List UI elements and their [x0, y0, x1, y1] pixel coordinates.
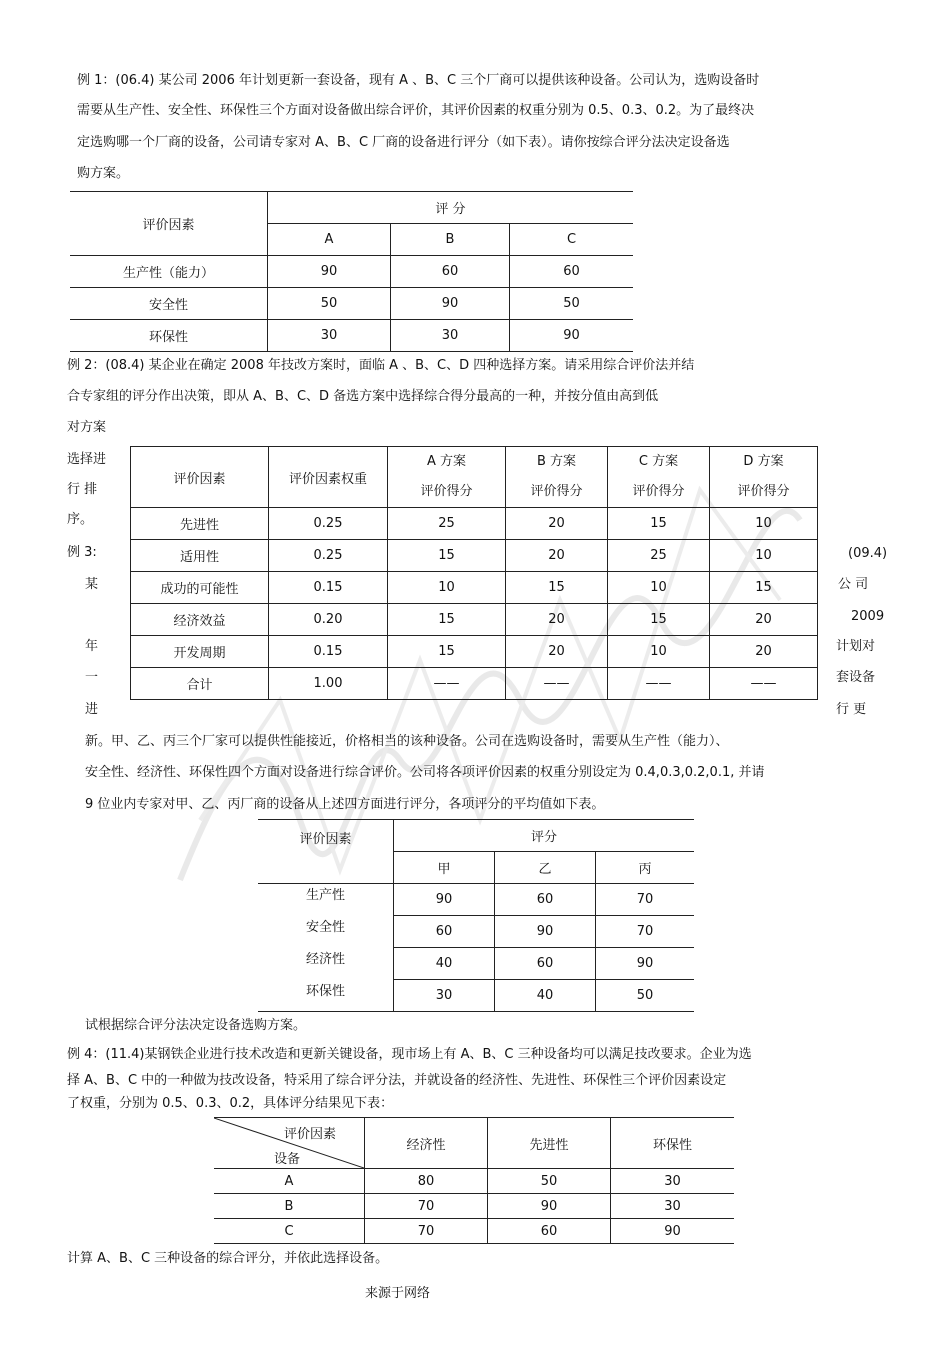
table-row [70, 288, 633, 320]
table-row [131, 604, 818, 636]
ex4-line-1: 例 4：(11.4)某钢铁企业进行技术改造和更新关键设备，现市场上有 A、B、C 三种设备均可以满足技改要求。企业为选 [67, 1047, 752, 1062]
cell-value: 70 [365, 1194, 488, 1219]
cell-value: 15 [710, 572, 818, 604]
cell-value: 15 [388, 540, 506, 572]
ex3-col-yi: 乙 [495, 852, 596, 884]
cell-value: 20 [710, 604, 818, 636]
ex2-weight-header: 评价因素权重 [269, 447, 388, 508]
cell-value: 10 [388, 572, 506, 604]
plan-title: B 方案 [536, 454, 577, 469]
table-row [258, 980, 694, 1012]
cell-value: —— [388, 668, 506, 700]
row-factor: 环保性 [70, 320, 268, 352]
row-device: B [214, 1194, 365, 1219]
cell-value: 50 [596, 980, 695, 1012]
table-row [131, 668, 818, 700]
table-row [131, 540, 818, 572]
ex2-side-1: 选择进 [67, 452, 107, 467]
ex1-score-header: 评 分 [268, 192, 634, 224]
ex2-plan-table [130, 446, 818, 700]
cell-value: 60 [495, 948, 596, 980]
ex4-col-environment: 环保性 [611, 1118, 735, 1169]
ex2-side-2: 行 排 [67, 482, 98, 497]
table-row [131, 636, 818, 668]
ex1-col-b: B [391, 224, 510, 256]
row-factor: 环保性 [258, 980, 394, 1012]
ex1-line-3: 定选购哪一个厂商的设备，公司请专家对 A、B、C 厂商的设备进行评分（如下表）。请你按综合评分法决定设备选 [77, 135, 730, 150]
cell-value: 90 [495, 916, 596, 948]
row-factor: 开发周期 [131, 636, 269, 668]
table-row [214, 1169, 734, 1194]
ex3-right-1: (09.4) [848, 546, 888, 561]
cell-value: 30 [391, 320, 510, 352]
row-weight: 0.15 [269, 572, 388, 604]
plan-subtitle: 评价得分 [420, 484, 473, 499]
cell-value: 10 [608, 636, 710, 668]
row-factor: 经济效益 [131, 604, 269, 636]
cell-value: 90 [391, 288, 510, 320]
ex3-line-1: 新。甲、乙、丙三个厂家可以提供性能接近，价格相当的该种设备。公司在选购设备时，需要从生产性（能力）、 [85, 734, 729, 749]
ex3-right-4: 计划对 [836, 639, 876, 654]
ex3-left-5: 进 [85, 702, 99, 717]
row-factor: 生产性（能力） [70, 256, 268, 288]
row-device: A [214, 1169, 365, 1194]
plan-title: C 方案 [638, 454, 679, 469]
row-factor: 安全性 [70, 288, 268, 320]
cell-value: 60 [394, 916, 495, 948]
ex4-device-table [214, 1117, 734, 1244]
ex3-right-3: 2009 [851, 609, 885, 624]
cell-value: 10 [710, 540, 818, 572]
plan-title: A 方案 [426, 454, 467, 469]
row-factor: 安全性 [305, 919, 345, 935]
ex2-line-3: 对方案 [67, 420, 107, 435]
table-row [70, 256, 633, 288]
cell-value: 15 [388, 604, 506, 636]
cell-value: 60 [488, 1219, 611, 1244]
cell-value: 60 [391, 256, 510, 288]
ex3-right-5: 套设备 [836, 670, 876, 685]
cell-value: 60 [510, 256, 634, 288]
row-device: C [214, 1219, 365, 1244]
cell-value: 20 [506, 636, 608, 668]
ex4-line-2: 择 A、B、C 中的一种做为技改设备，特采用了综合评分法，并就设备的经济性、先进性、环保性三个评价因素设定 [67, 1073, 727, 1088]
ex3-right-2: 公 司 [838, 577, 869, 592]
cell-value: 90 [394, 884, 495, 916]
table-row [258, 916, 694, 948]
plan-subtitle: 评价得分 [530, 484, 583, 499]
row-factor: 先进性 [131, 508, 269, 540]
ex4-col-economy: 经济性 [365, 1118, 488, 1169]
cell-value: —— [608, 668, 710, 700]
ex2-factor-header: 评价因素 [131, 447, 269, 508]
row-weight: 0.15 [269, 636, 388, 668]
row-weight: 0.25 [269, 508, 388, 540]
table-row [258, 884, 694, 916]
cell-value: 25 [608, 540, 710, 572]
plan-subtitle: 评价得分 [737, 484, 790, 499]
diag-top-label: 评价因素 [284, 1127, 337, 1142]
ex2-plan-a-header [388, 447, 506, 508]
ex4-after: 计算 A、B、C 三种设备的综合评分，并依此选择设备。 [67, 1251, 389, 1266]
ex4-line-3: 了权重，分别为 0.5、0.3、0.2，具体评分结果见下表： [67, 1096, 394, 1111]
page-footer: 来源于网络 [365, 1286, 431, 1301]
cell-value: 15 [608, 508, 710, 540]
cell-value: 40 [495, 980, 596, 1012]
row-weight: 0.25 [269, 540, 388, 572]
ex3-col-bing: 丙 [596, 852, 695, 884]
ex3-left-4: 一 [85, 670, 99, 685]
table-row [258, 948, 694, 980]
cell-value: 20 [506, 508, 608, 540]
ex3-left-2: 某 [85, 577, 99, 592]
ex3-left-1: 例 3: [67, 545, 97, 560]
ex3-line-3: 9 位业内专家对甲、乙、丙厂商的设备从上述四方面进行评分，各项评分的平均值如下表。 [85, 797, 605, 812]
ex1-line-2: 需要从生产性、安全性、环保性三个方面对设备做出综合评价，其评价因素的权重分别为 0.5、0.3、0.2。为了最终决 [77, 103, 755, 118]
ex1-col-c: C [510, 224, 634, 256]
ex3-score-header: 评分 [394, 820, 695, 852]
cell-value: 10 [608, 572, 710, 604]
cell-value: 50 [488, 1169, 611, 1194]
cell-value: 70 [365, 1219, 488, 1244]
cell-value: 90 [488, 1194, 611, 1219]
ex1-col-a: A [268, 224, 391, 256]
cell-value: —— [506, 668, 608, 700]
ex1-line-4: 购方案。 [77, 166, 130, 181]
cell-value: 15 [388, 636, 506, 668]
cell-value: 15 [608, 604, 710, 636]
cell-value: 30 [611, 1194, 735, 1219]
ex3-col-jia: 甲 [394, 852, 495, 884]
table-row [131, 572, 818, 604]
cell-value: 60 [495, 884, 596, 916]
ex4-diag-header [214, 1118, 365, 1169]
cell-value: 25 [388, 508, 506, 540]
table-row [214, 1194, 734, 1219]
row-factor: 合计 [131, 668, 269, 700]
ex3-right-6: 行 更 [836, 702, 867, 717]
ex3-left-3: 年 [85, 639, 99, 654]
cell-value: 50 [268, 288, 391, 320]
ex1-score-table [70, 191, 633, 352]
ex3-factor-header: 评价因素 [258, 820, 394, 884]
cell-value: 30 [394, 980, 495, 1012]
ex2-plan-c-header [608, 447, 710, 508]
ex2-line-1: 例 2：(08.4) 某企业在确定 2008 年技改方案时，面临 A 、B、C、D 四种选择方案。请采用综合评价法并结 [67, 358, 695, 373]
row-factor: 适用性 [131, 540, 269, 572]
ex3-after: 试根据综合评分法决定设备选购方案。 [85, 1018, 307, 1033]
cell-value: 20 [710, 636, 818, 668]
cell-value: 90 [268, 256, 391, 288]
cell-value: —— [710, 668, 818, 700]
cell-value: 20 [506, 540, 608, 572]
row-factor: 经济性 [305, 951, 345, 967]
cell-value: 90 [596, 948, 695, 980]
cell-value: 90 [510, 320, 634, 352]
row-weight: 1.00 [269, 668, 388, 700]
plan-title: D 方案 [743, 454, 784, 469]
cell-value: 20 [506, 604, 608, 636]
table-row [70, 320, 633, 352]
ex2-side-3: 序。 [67, 512, 94, 527]
ex1-factor-header: 评价因素 [70, 192, 268, 256]
ex2-line-2: 合专家组的评分作出决策，即从 A、B、C、D 备选方案中选择综合得分最高的一种，并按分值由高到低 [67, 389, 659, 404]
diag-bottom-label: 设备 [274, 1152, 301, 1167]
row-weight: 0.20 [269, 604, 388, 636]
ex4-col-advanced: 先进性 [488, 1118, 611, 1169]
cell-value: 40 [394, 948, 495, 980]
cell-value: 70 [596, 884, 695, 916]
row-factor: 生产性 [305, 888, 345, 903]
row-factor: 成功的可能性 [131, 572, 269, 604]
cell-value: 90 [611, 1219, 735, 1244]
cell-value: 10 [710, 508, 818, 540]
cell-value: 15 [506, 572, 608, 604]
cell-value: 30 [611, 1169, 735, 1194]
cell-value: 70 [596, 916, 695, 948]
table-row [214, 1219, 734, 1244]
ex3-score-table [258, 819, 694, 1012]
ex2-plan-b-header [506, 447, 608, 508]
ex3-line-2: 安全性、经济性、环保性四个方面对设备进行综合评价。公司将各项评价因素的权重分别设定为 0.4,0.3,0.2,0.1, 并请 [85, 765, 765, 780]
cell-value: 30 [268, 320, 391, 352]
cell-value: 50 [510, 288, 634, 320]
ex2-plan-d-header [710, 447, 818, 508]
ex1-line-1: 例 1：(06.4) 某公司 2006 年计划更新一套设备，现有 A 、B、C 三个厂商可以提供该种设备。公司认为，选购设备时 [77, 73, 760, 88]
cell-value: 80 [365, 1169, 488, 1194]
plan-subtitle: 评价得分 [632, 484, 685, 499]
table-row [131, 508, 818, 540]
